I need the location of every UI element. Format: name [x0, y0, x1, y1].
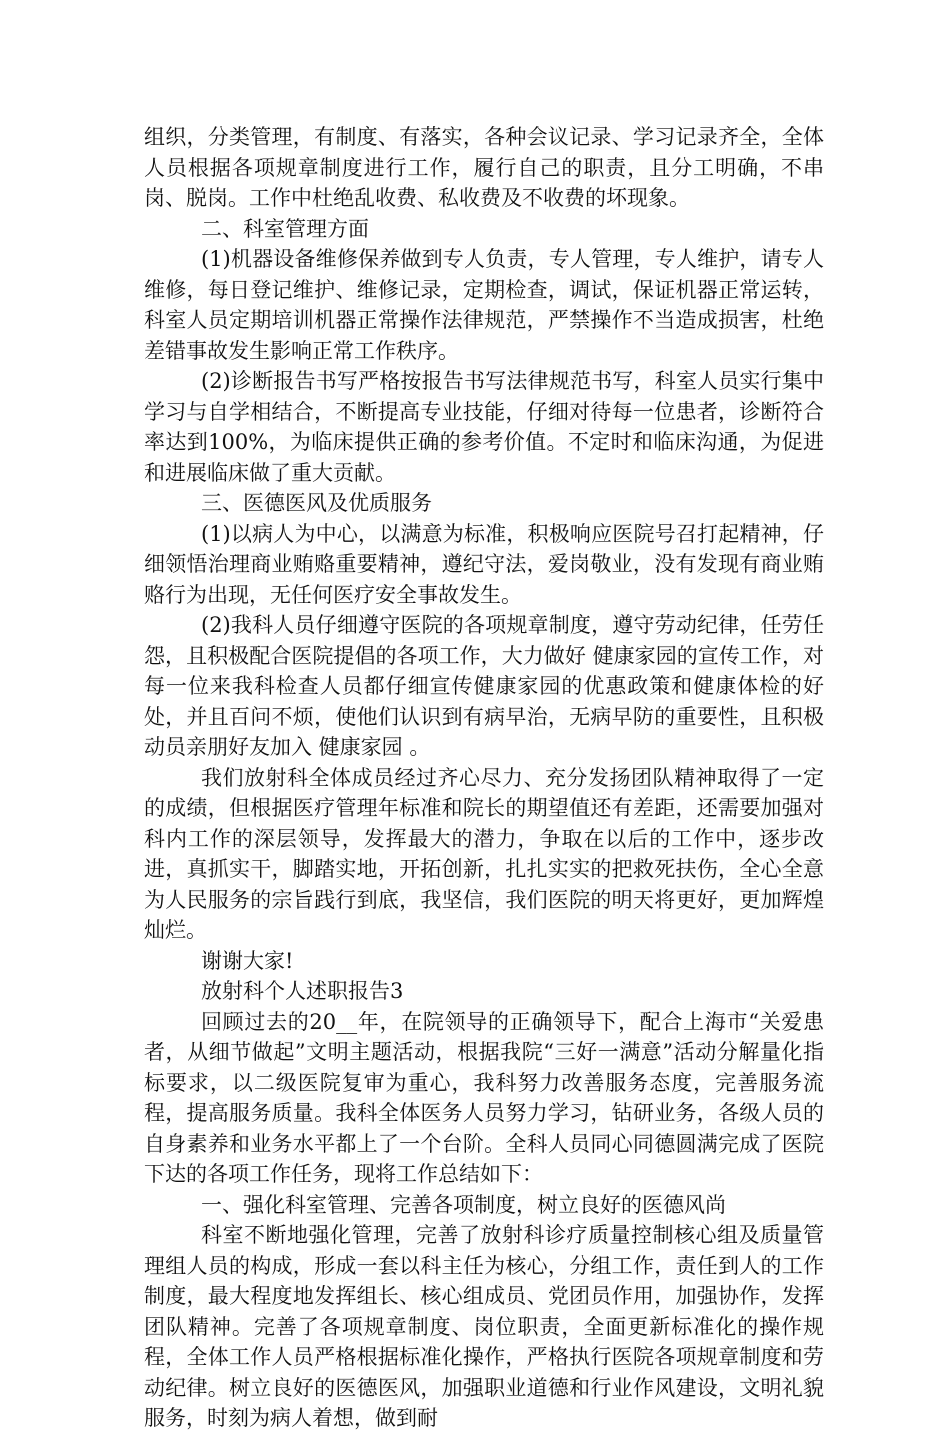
- paragraph-rules-compliance: (2)我科人员仔细遵守医院的各项规章制度，遵守劳动纪律，任劳任怨，且积极配合医院提倡的各项工作，大力做好 健康家园的宣传工作，对每一位来我科检查人员都仔细宣传健康家园的优惠政策和健康体检的好处，并且百问不烦，使他们认识到有病早治，无病早防的重要性，且积极动员亲朋好友加入 健康家园 。: [144, 613, 824, 759]
- document-page: [144, 122, 824, 1434]
- section-heading-medical-ethics: 三、医德医风及优质服务: [201, 491, 432, 515]
- report-title: 放射科个人述职报告3: [201, 979, 404, 1003]
- paragraph-thanks: 谢谢大家!: [201, 948, 294, 973]
- section-heading-department-management: 二、科室管理方面: [201, 216, 369, 241]
- paragraph-management-details: 科室不断地强化管理，完善了放射科诊疗质量控制核心组及质量管理组人员的构成，形成一套以科主任为核心，分组工作，责任到人的工作制度，最大程度地发挥组长、核心组成员、党团员作用，加强协作，发挥团队精神。完善了各项规章制度、岗位职责，全面更新标准化的操作规程，全体工作人员严格根据标准化操作，严格执行医院各项规章制度和劳动纪律。树立良好的医德医风，加强职业道德和行业作风建设，文明礼貌服务，时刻为病人着想，做到耐: [144, 1223, 824, 1430]
- paragraph-patient-centered: (1)以病人为中心，以满意为标准，积极响应医院号召打起精神，仔细领悟治理商业贿赂重要精神，遵纪守法，爱岗敬业，没有发现有商业贿赂行为出现，无任何医疗安全事故发生。: [144, 521, 824, 607]
- paragraph-diagnostic-reports: (2)诊断报告书写严格按报告书写法律规范书写，科室人员实行集中学习与自学相结合，不断提高专业技能，仔细对待每一位患者，诊断符合率达到100%，为临床提供正确的参考价值。不定时和临床沟通，为促进和进展临床做了重大贡献。: [144, 369, 824, 485]
- paragraph-equipment-maintenance: (1)机器设备维修保养做到专人负责，专人管理，专人维护，请专人维修，每日登记维护、维修记录，定期检查，调试，保证机器正常运转，科室人员定期培训机器正常操作法律规范，严禁操作不当造成损害，杜绝差错事故发生影响正常工作秩序。: [144, 247, 824, 363]
- paragraph-review-intro: 回顾过去的20__年，在院领导的正确领导下，配合上海市“关爱患者，从细节做起”文明主题活动，根据我院“三好一满意”活动分解量化指标要求，以二级医院复审为重心，我科努力改善服务态度，完善服务流程，提高服务质量。我科全体医务人员努力学习，钻研业务，各级人员的自身素养和业务水平都上了一个台阶。全科人员同心同德圆满完成了医院下达的各项工作任务，现将工作总结如下：: [144, 1009, 824, 1186]
- section-heading-strengthen-management: 一、强化科室管理、完善各项制度，树立良好的医德风尚: [201, 1192, 726, 1217]
- paragraph-team-summary: 我们放射科全体成员经过齐心尽力、充分发扬团队精神取得了一定的成绩，但根据医疗管理年标准和院长的期望值还有差距，还需要加强对科内工作的深层领导，发挥最大的潜力，争取在以后的工作中，逐步改进，真抓实干，脚踏实地，开拓创新，扎扎实实的把救死扶伤，全心全意为人民服务的宗旨践行到底，我坚信，我们医院的明天将更好，更加辉煌灿烂。: [144, 765, 824, 942]
- paragraph-continuation: 组织，分类管理，有制度、有落实，各种会议记录、学习记录齐全，全体人员根据各项规章制度进行工作，履行自己的职责，且分工明确，不串岗、脱岗。工作中杜绝乱收费、私收费及不收费的坏现象。: [144, 125, 824, 210]
